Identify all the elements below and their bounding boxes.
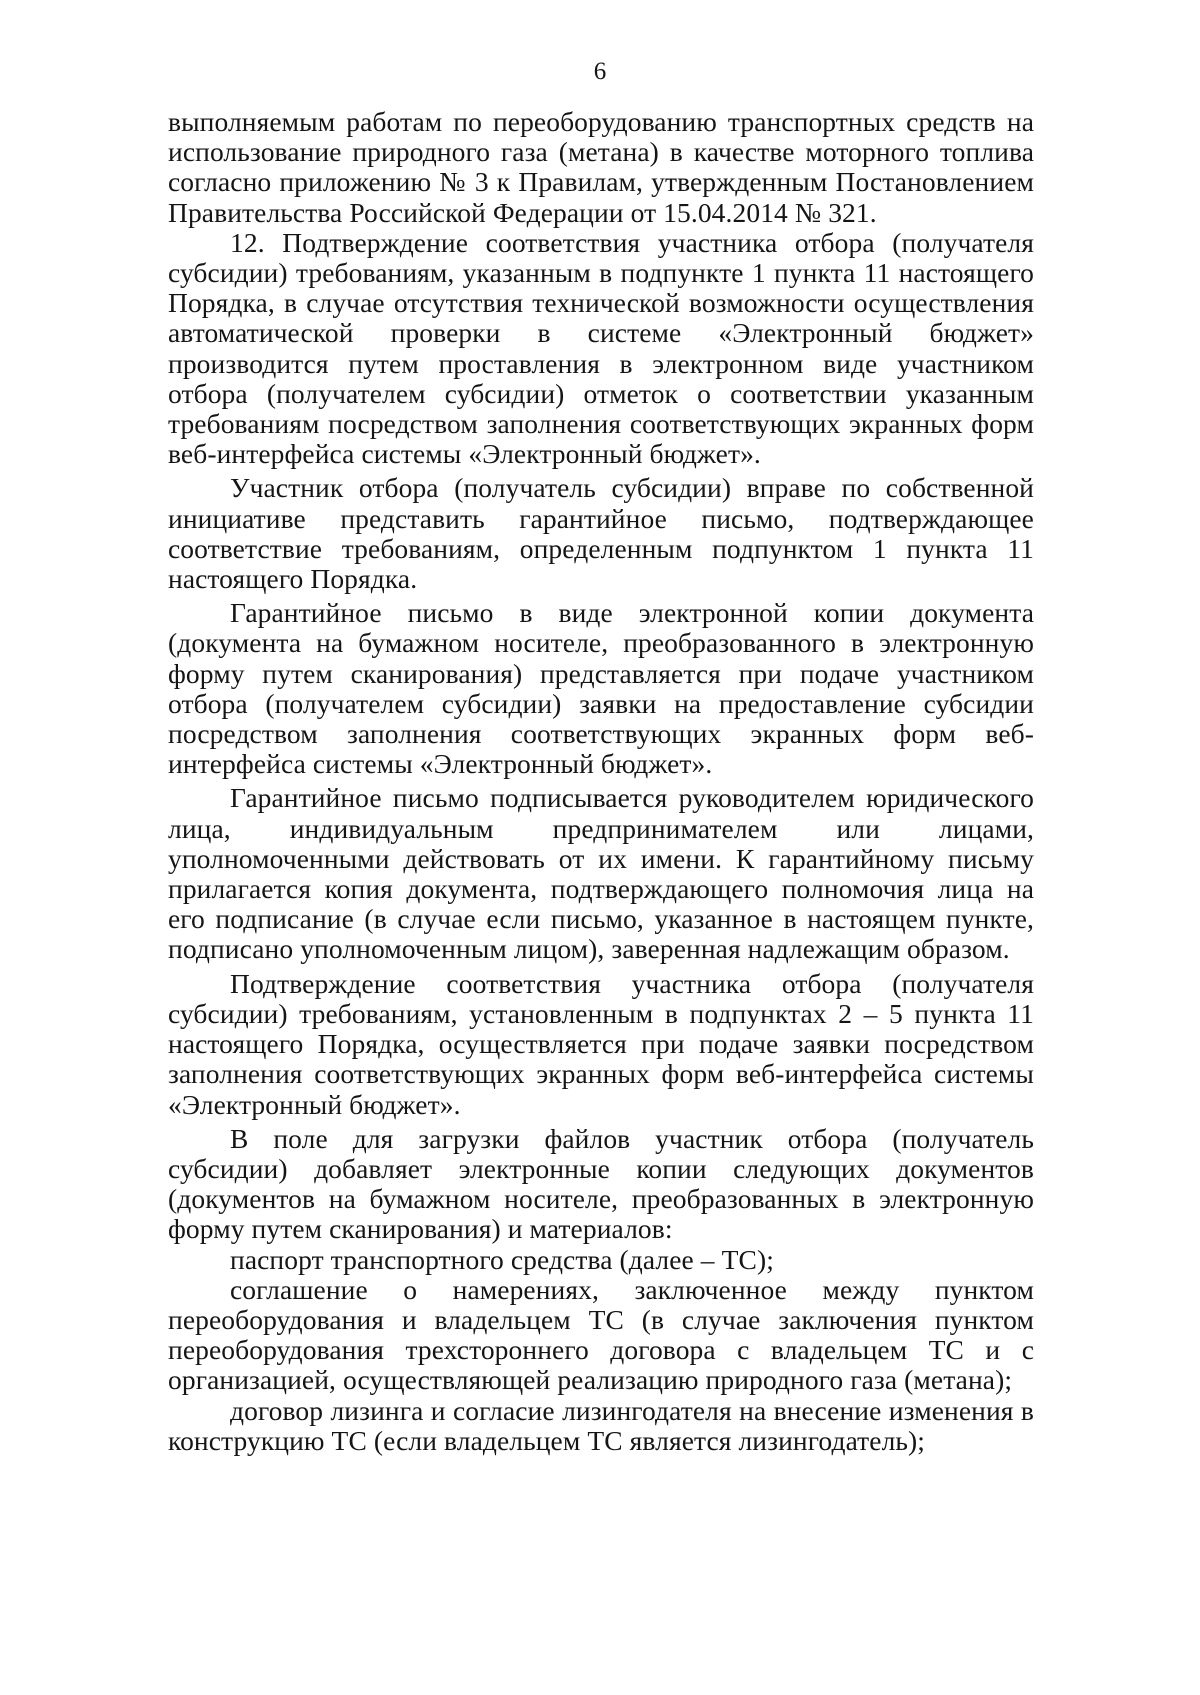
- paragraph-guarantee-signing: Гарантийное письмо подписывается руководителем юридического лица, индивидуальным предпринимателем или лицами, уполномоченными действовать от их имени. К гарантийному письму прилагается копия документа, подтверждающего полномочия лица на его подписание (в случае если письмо, указанное в настоящем пункте, подписано уполномоченным лицом), заверенная надлежащим образом.: [168, 782, 1034, 965]
- paragraph-item-12: 12. Подтверждение соответствия участника отбора (получателя субсидии) требованиям, указанным в подпункте 1 пункта 11 настоящего Порядка, в случае отсутствия технической возможности осуществления автоматической проверки в системе «Электронный бюджет» производится путем проставления в электронном виде участником отбора (получателем субсидии) отметок о соответствии указанным требованиям посредством заполнения соответствующих экранных форм веб-интерфейса системы «Электронный бюджет».: [168, 226, 1034, 470]
- list-item-vehicle-passport: паспорт транспортного средства (далее – ТС);: [230, 1243, 774, 1275]
- document-body: [168, 107, 1034, 1456]
- paragraph-guarantee-right: Участник отбора (получатель субсидии) вправе по собственной инициативе представить гарантийное письмо, подтверждающее соответствие требованиям, определенным подпунктом 1 пункта 11 настоящего Порядка.: [168, 472, 1034, 595]
- paragraph-requirements-confirmation: Подтверждение соответствия участника отбора (получателя субсидии) требованиям, установленным в подпунктах 2 – 5 пункта 11 настоящего Порядка, осуществляется при подаче заявки посредством заполнения соответствующих экранных форм веб-интерфейса системы «Электронный бюджет».: [168, 967, 1034, 1120]
- page-number: 6: [593, 58, 607, 85]
- list-item-leasing-agreement: договор лизинга и согласие лизингодателя на внесение изменения в конструкцию ТС (если владельцем ТС является лизингодатель);: [168, 1394, 1034, 1456]
- list-item-intent-agreement: соглашение о намерениях, заключенное между пунктом переоборудования и владельцем ТС (в случае заключения пунктом переоборудования трехстороннего договора с владельцем ТС и с организацией, осуществляющей реализацию природного газа (метана);: [168, 1273, 1034, 1396]
- paragraph-file-upload: В поле для загрузки файлов участник отбора (получатель субсидии) добавляет электронные копии следующих документов (документов на бумажном носителе, преобразованных в электронную форму путем сканирования) и материалов:: [168, 1122, 1034, 1245]
- paragraph-continuation: выполняемым работам по переоборудованию транспортных средств на использование природного газа (метана) в качестве моторного топлива согласно приложению № 3 к Правилам, утвержденным Постановлением Правительства Российской Федерации от 15.04.2014 № 321.: [168, 106, 1034, 228]
- paragraph-guarantee-submission: Гарантийное письмо в виде электронной копии документа (документа на бумажном носителе, преобразованного в электронную форму путем сканирования) представляется при подаче участником отбора (получателем субсидии) заявки на предоставление субсидии посредством заполнения соответствующих экранных форм веб-интерфейса системы «Электронный бюджет».: [168, 597, 1034, 780]
